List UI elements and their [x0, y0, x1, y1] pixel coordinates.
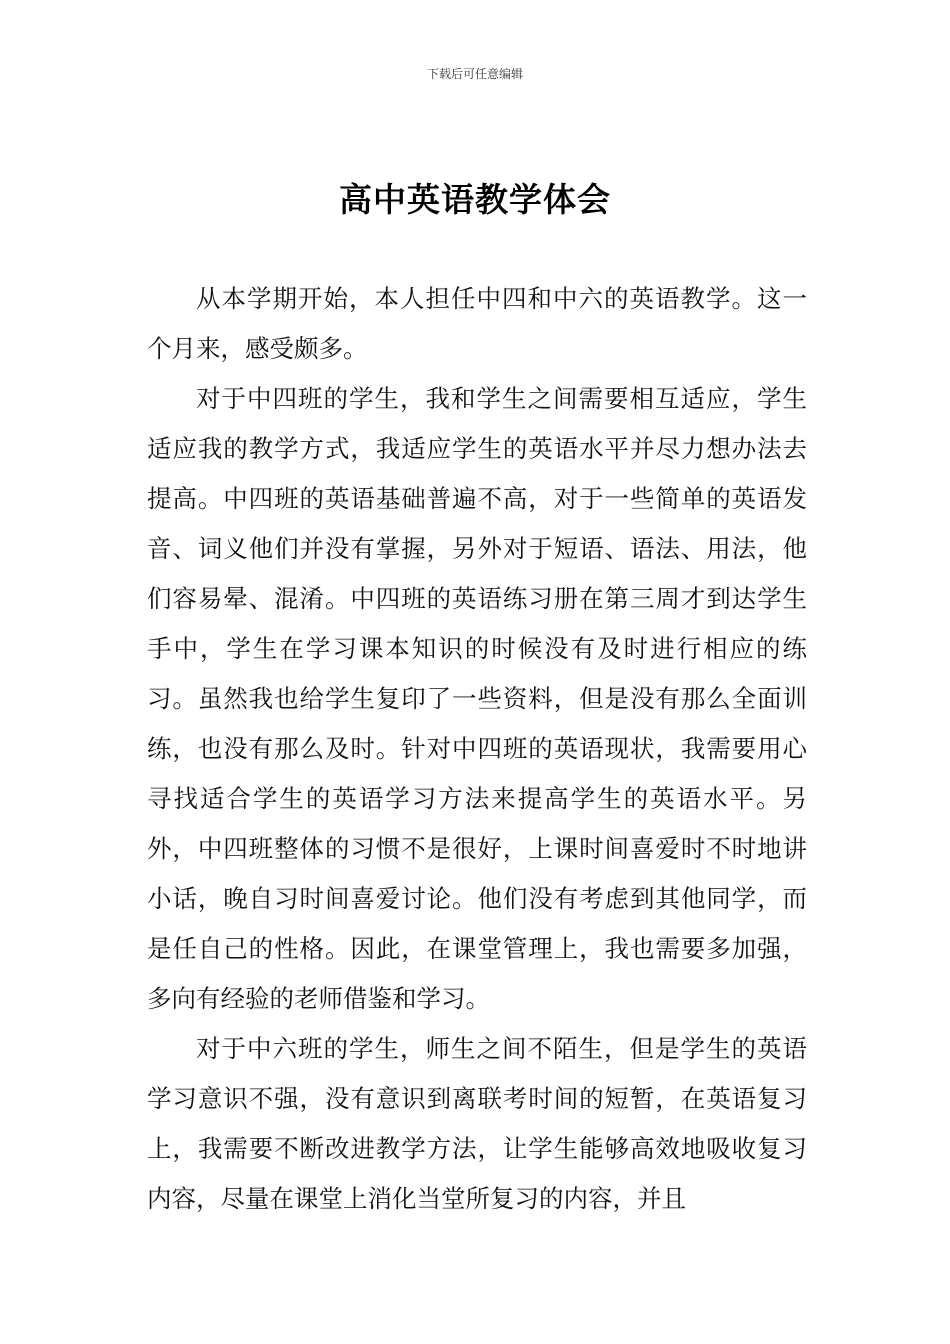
paragraph: 对于中四班的学生，我和学生之间需要相互适应，学生适应我的教学方式，我适应学生的英语水平并尽力想办法去提高。中四班的英语基础普遍不高，对于一些简单的英语发音、词义他们并没有掌握，另外对于短语、语法、用法，他们容易晕、混淆。中四班的英语练习册在第三周才到达学生手中，学生在学习课本知识的时候没有及时进行相应的练习。虽然我也给学生复印了一些资料，但是没有那么全面训练，也没有那么及时。针对中四班的英语现状，我需要用心寻找适合学生的英语学习方法来提高学生的英语水平。另外，中四班整体的习惯不是很好，上课时间喜爱时不时地讲小话，晚自习时间喜爱讨论。他们没有考虑到其他同学，而是任自己的性格。因此，在课堂管理上，我也需要多加强，多向有经验的老师借鉴和学习。: [147, 384, 807, 1013]
paragraph: 从本学期开始，本人担任中四和中六的英语教学。这一个月来，感受颇多。: [147, 284, 807, 363]
paragraph: 对于中六班的学生，师生之间不陌生，但是学生的英语学习意识不强，没有意识到离联考时间的短暂，在英语复习上，我需要不断改进教学方法，让学生能够高效地吸收复习内容，尽量在课堂上消化当堂所复习的内容，并且: [147, 1034, 807, 1213]
header-note: 下载后可任意编辑: [426, 67, 523, 81]
document-title: 高中英语教学体会: [339, 180, 611, 219]
document-body: [147, 274, 807, 1224]
